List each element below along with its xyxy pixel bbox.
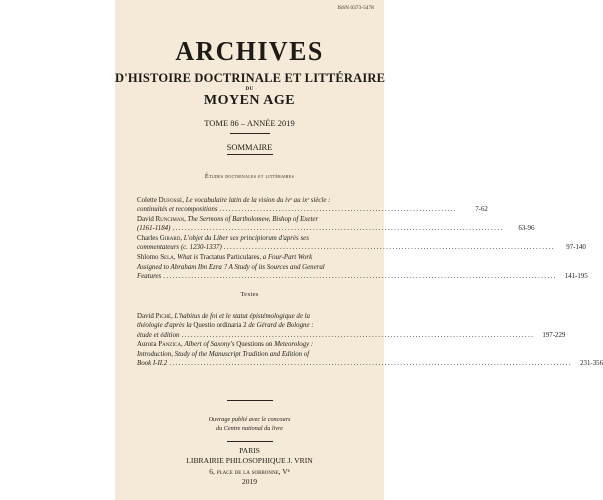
journal-title-du: DU: [245, 87, 254, 92]
journal-title-moyen-age: MOYEN AGE: [203, 93, 296, 108]
entry-author: Sela: [160, 254, 174, 262]
entry-title: Albert of Saxony's: [184, 341, 235, 349]
entry-author: Panzica: [158, 341, 181, 349]
entry-author: Piché: [155, 313, 172, 320]
entry-pages: 63-96: [518, 225, 535, 233]
contents-entry: David Runciman, The Sermons of Bartholomew, Bishop of Exeter (1161-1184) .......................................................................................................... 63-96: [137, 216, 535, 233]
publication-note: Ouvrage publié avec le concours du Centre national du livre: [208, 416, 291, 432]
divider-rule: [230, 133, 270, 134]
divider-rule: [227, 400, 273, 401]
section-heading-textes: Textes: [240, 291, 259, 298]
contents-entry: Shlomo Sela, What is Tractatus Particulares, a Four-Part Work Assigned to Abraham Ibn Ezra ? A Study of its Sources and General Features .............................................................................................................................. 141-195: [137, 254, 588, 280]
entry-title: L'habitus de foi et le statut épistémologique de la: [174, 313, 310, 320]
entry-pages: 7-62: [475, 206, 488, 214]
entry-pages: 231-356: [580, 359, 603, 367]
contents-list-textes: [137, 312, 603, 369]
entry-author: Runciman: [155, 216, 185, 224]
entry-pages: 141-195: [564, 272, 588, 280]
journal-title-archives: ARCHIVES: [175, 36, 324, 66]
entry-author: Girard: [159, 235, 181, 243]
entry-title: Liber sex principiorum d'après ses: [213, 235, 309, 243]
entry-pages: 197-229: [542, 331, 566, 339]
divider-rule: [227, 154, 273, 155]
imprint-city: PARIS: [239, 446, 260, 455]
contents-heading: SOMMAIRE: [226, 142, 273, 152]
book-cover: [115, 0, 603, 500]
issn-number: ISSN 0373-5478: [337, 6, 374, 11]
entry-author: Dufossé: [158, 197, 183, 204]
entry-title: a Four-Part Work: [262, 254, 313, 262]
imprint-publisher: LIBRAIRIE PHILOSOPHIQUE J. VRIN: [186, 456, 313, 466]
contents-entry: David Piché, L'habitus de foi et le statut épistémologique de la théologie d'après la Questio ordinaria 2 de Gérard de Bologne : étude et édition ................................................................................................................. 197-229: [137, 313, 566, 339]
journal-title-subtitle: D'HISTOIRE DOCTRINALE ET LITTÉRAIRE: [115, 71, 386, 85]
imprint-address: 6, place de la sorbonne, Vᵉ: [209, 466, 290, 476]
contents-entry: Charles Girard, L'objet du Liber sex principiorum d'après ses commentateurs (c. 1230-1337) .......................................................................................................... 97-140: [137, 235, 586, 252]
contents-list-etudes: [137, 196, 588, 282]
imprint: [115, 446, 384, 487]
entry-title: The Sermons of Bartholomew, Bishop of Exeter: [187, 216, 319, 224]
entry-pages: 97-140: [566, 244, 586, 252]
imprint-year: 2019: [241, 476, 258, 486]
contents-entry: Aurora Panzica, Albert of Saxony's Questions on Meteorology : Introduction, Study of the Manuscript Tradition and Edition of Book I-II.2 ................................................................................................................................. 231-356: [137, 341, 603, 367]
contents-entry: Colette Dufossé, Le vocabulaire latin de la vision du ivᵉ au ixᵉ siècle : continuités et recompositions ............................................................................ 7-62: [137, 197, 488, 214]
divider-rule: [227, 441, 273, 442]
volume-year: TOME 86 – ANNÉE 2019: [204, 118, 295, 128]
section-heading-etudes: Études doctrinales et littéraires: [204, 173, 295, 180]
entry-title: Le vocabulaire latin de la vision du ivᵉ au ixᵉ siècle :: [185, 197, 331, 204]
